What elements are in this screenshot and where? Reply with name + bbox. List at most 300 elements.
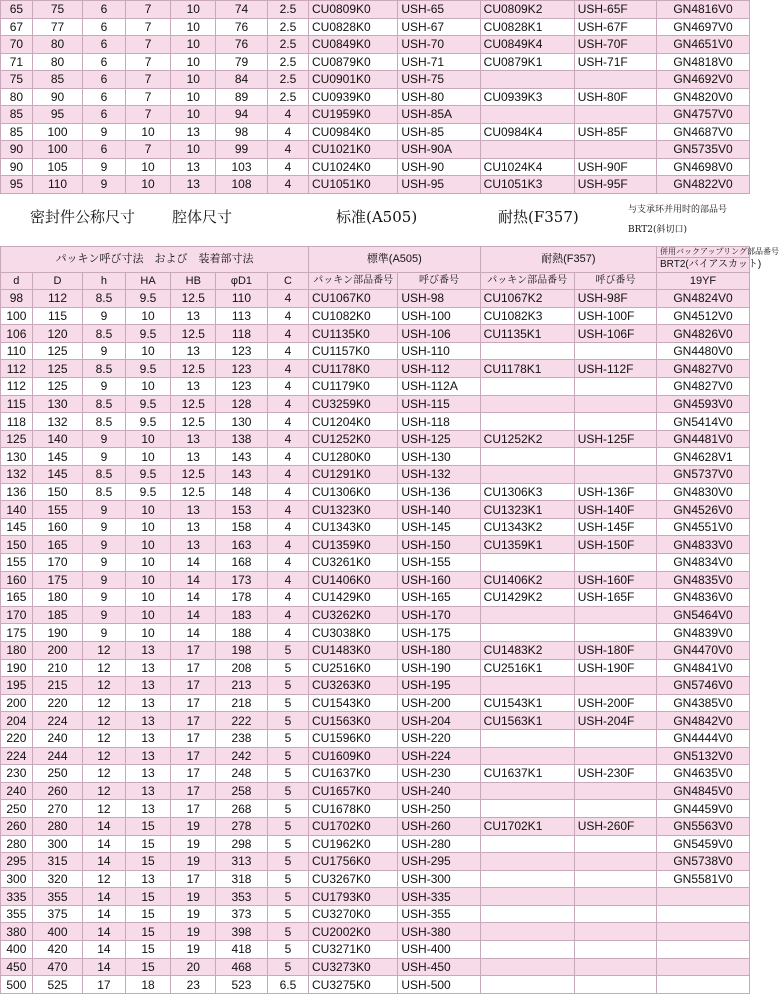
table-cell: 153 (216, 501, 268, 519)
table-cell: 14 (171, 589, 216, 607)
table-cell: USH-115 (398, 395, 480, 413)
table-cell: USH-100 (398, 307, 480, 325)
table-cell: 158 (216, 518, 268, 536)
table-cell: 238 (216, 729, 268, 747)
table-cell: CU3267K0 (309, 870, 398, 888)
table-cell: 12 (83, 694, 125, 712)
table-cell: 4 (267, 342, 308, 360)
table-cell: USH-200 (398, 694, 480, 712)
table-cell: 5 (267, 923, 308, 941)
table-cell: USH-90 (398, 158, 480, 176)
table-cell: CU1082K0 (309, 307, 398, 325)
caption-body-size: 腔体尺寸 (172, 207, 233, 226)
table-cell: 258 (216, 782, 268, 800)
table-cell: 13 (171, 123, 216, 141)
table-cell: 14 (83, 817, 125, 835)
column-header: 呼び番号 (574, 272, 656, 290)
table-cell: 18 (125, 976, 171, 994)
table-cell: USH-500 (398, 976, 480, 994)
table-row (1, 870, 750, 888)
table-cell: 9 (83, 307, 125, 325)
table-cell: CU1067K0 (309, 290, 398, 308)
table-row (1, 466, 750, 484)
table-cell (480, 378, 574, 396)
table-cell: 95 (1, 176, 33, 194)
table-row (1, 729, 750, 747)
table-cell: USH-132 (398, 466, 480, 484)
table-cell: 4 (267, 589, 308, 607)
table-cell: 190 (1, 659, 33, 677)
table-cell: 85 (1, 106, 33, 124)
table-cell: CU1543K0 (309, 694, 398, 712)
table-cell: CU1306K3 (480, 483, 574, 501)
table-cell: GN4470V0 (657, 641, 750, 659)
table-cell: 5 (267, 800, 308, 818)
table-cell: GN4480V0 (657, 342, 750, 360)
table-cell: 13 (125, 747, 171, 765)
table-cell: USH-70 (398, 36, 480, 54)
table-cell (574, 554, 656, 572)
table-cell: USH-195 (398, 677, 480, 695)
table-cell: 4 (267, 307, 308, 325)
table-cell: CU0809K0 (309, 1, 398, 19)
table-cell (574, 958, 656, 976)
table-cell: CU3259K0 (309, 395, 398, 413)
table-cell: 270 (32, 800, 83, 818)
table-cell: CU1483K2 (480, 641, 574, 659)
table-cell: 112 (1, 378, 33, 396)
table-cell: 12.5 (171, 466, 216, 484)
table-cell: CU1178K0 (309, 360, 398, 378)
table-cell: 15 (125, 958, 171, 976)
table-cell: 5 (267, 729, 308, 747)
table-cell: 163 (216, 536, 268, 554)
table-cell: 4 (267, 123, 308, 141)
table-cell: USH-145 (398, 518, 480, 536)
table-row (1, 747, 750, 765)
table-cell: 4 (267, 325, 308, 343)
lower-size-table (0, 246, 779, 994)
table-cell: USH-190F (574, 659, 656, 677)
table-cell: 10 (125, 606, 171, 624)
table-cell: 12 (83, 765, 125, 783)
table-cell: 123 (216, 360, 268, 378)
table-cell: 5 (267, 712, 308, 730)
table-cell: 6 (83, 71, 125, 89)
table-cell: GN4385V0 (657, 694, 750, 712)
table-cell (480, 606, 574, 624)
table-cell: 8.5 (83, 466, 125, 484)
table-cell (480, 71, 574, 89)
table-cell: 10 (125, 518, 171, 536)
table-row (1, 571, 750, 589)
table-cell: GN4833V0 (657, 536, 750, 554)
table-cell: USH-204 (398, 712, 480, 730)
table-cell: 170 (1, 606, 33, 624)
table-cell: 298 (216, 835, 268, 853)
table-cell: USH-85A (398, 106, 480, 124)
table-cell: USH-155 (398, 554, 480, 572)
table-row (1, 448, 750, 466)
table-cell: GN4551V0 (657, 518, 750, 536)
table-cell: 380 (1, 923, 33, 941)
table-row (1, 888, 750, 906)
table-cell: 85 (1, 123, 33, 141)
table-row (1, 342, 750, 360)
table-cell: GN4842V0 (657, 712, 750, 730)
upper-table-row (1, 106, 750, 124)
table-cell: 136 (1, 483, 33, 501)
table-cell: 132 (32, 413, 83, 431)
table-cell: 280 (1, 835, 33, 853)
table-cell: 278 (216, 817, 268, 835)
table-cell: 19 (171, 888, 216, 906)
table-cell: CU0849K4 (480, 36, 574, 54)
table-cell: 10 (171, 1, 216, 19)
table-cell: 12.5 (171, 290, 216, 308)
table-cell: CU0849K0 (309, 36, 398, 54)
table-cell: 168 (216, 554, 268, 572)
table-cell: USH-125F (574, 430, 656, 448)
table-row (1, 800, 750, 818)
table-cell: 12 (83, 870, 125, 888)
table-cell: USH-95 (398, 176, 480, 194)
table-cell: 15 (125, 923, 171, 941)
table-cell: 2.5 (267, 71, 308, 89)
table-cell (480, 141, 574, 159)
table-cell: 13 (171, 307, 216, 325)
table-cell: 14 (83, 941, 125, 959)
table-cell: 295 (1, 853, 33, 871)
table-cell: 183 (216, 606, 268, 624)
table-cell: 8.5 (83, 290, 125, 308)
table-cell: 17 (171, 800, 216, 818)
table-cell: USH-140 (398, 501, 480, 519)
table-cell: 355 (1, 905, 33, 923)
table-cell: 19 (171, 905, 216, 923)
upper-table-row (1, 123, 750, 141)
table-cell: CU2516K0 (309, 659, 398, 677)
table-cell: 9.5 (125, 483, 171, 501)
table-cell: GN4757V0 (657, 106, 750, 124)
table-cell: 115 (32, 307, 83, 325)
table-cell: 15 (125, 905, 171, 923)
table-cell: USH-112A (398, 378, 480, 396)
table-cell: 250 (1, 800, 33, 818)
table-cell: GN5132V0 (657, 747, 750, 765)
table-cell: 4 (267, 518, 308, 536)
table-cell: USH-118 (398, 413, 480, 431)
table-cell: 71 (1, 53, 33, 71)
table-cell (480, 554, 574, 572)
chinese-caption (0, 194, 750, 246)
table-cell (574, 800, 656, 818)
table-cell: 9 (83, 624, 125, 642)
table-cell: CU1323K0 (309, 501, 398, 519)
header-heat: 耐熱(F357) (480, 246, 656, 272)
table-cell (480, 448, 574, 466)
table-cell: 9 (83, 430, 125, 448)
table-cell (657, 905, 750, 923)
table-cell (480, 106, 574, 124)
table-cell: CU3263K0 (309, 677, 398, 695)
table-cell: USH-67F (574, 18, 656, 36)
table-cell: 195 (1, 677, 33, 695)
table-cell: 215 (32, 677, 83, 695)
table-cell: 130 (1, 448, 33, 466)
column-header-row (1, 272, 750, 290)
table-cell: 10 (171, 141, 216, 159)
table-cell: 140 (32, 430, 83, 448)
table-cell: USH-136 (398, 483, 480, 501)
table-cell: 95 (32, 106, 83, 124)
table-cell (480, 976, 574, 994)
table-cell: USH-190 (398, 659, 480, 677)
table-cell: 123 (216, 342, 268, 360)
table-cell (574, 71, 656, 89)
table-cell: 145 (32, 466, 83, 484)
table-cell: 15 (125, 853, 171, 871)
table-cell: 6 (83, 141, 125, 159)
table-cell: 19 (171, 941, 216, 959)
table-cell: USH-260F (574, 817, 656, 835)
table-cell: 5 (267, 782, 308, 800)
table-cell: 155 (1, 554, 33, 572)
table-cell: CU0939K3 (480, 88, 574, 106)
table-cell: 9 (83, 518, 125, 536)
table-cell: 14 (83, 923, 125, 941)
upper-size-table (0, 0, 750, 194)
table-cell (480, 729, 574, 747)
table-row (1, 290, 750, 308)
table-cell: 13 (125, 870, 171, 888)
table-cell: CU3271K0 (309, 941, 398, 959)
table-cell: CU1637K0 (309, 765, 398, 783)
table-cell: USH-204F (574, 712, 656, 730)
table-cell: 20 (171, 958, 216, 976)
table-cell: CU0984K0 (309, 123, 398, 141)
column-header: 呼び番号 (398, 272, 480, 290)
table-cell (574, 747, 656, 765)
table-cell (657, 888, 750, 906)
table-cell: USH-300 (398, 870, 480, 888)
upper-table-row (1, 158, 750, 176)
table-cell: 13 (171, 430, 216, 448)
table-cell: GN4836V0 (657, 589, 750, 607)
table-cell: CU1406K2 (480, 571, 574, 589)
table-cell: 200 (1, 694, 33, 712)
table-cell: 130 (32, 395, 83, 413)
table-cell: 10 (125, 624, 171, 642)
table-cell: 10 (125, 501, 171, 519)
upper-table-row (1, 1, 750, 19)
table-cell: 2.5 (267, 88, 308, 106)
table-cell: 335 (1, 888, 33, 906)
table-cell: 7 (125, 53, 171, 71)
table-cell: USH-240 (398, 782, 480, 800)
table-cell: CU1702K1 (480, 817, 574, 835)
table-cell: CU3261K0 (309, 554, 398, 572)
table-cell: CU1067K2 (480, 290, 574, 308)
table-row (1, 677, 750, 695)
table-cell: 5 (267, 888, 308, 906)
table-row (1, 976, 750, 994)
table-cell: 2.5 (267, 36, 308, 54)
table-cell: 113 (216, 307, 268, 325)
table-cell: 6.5 (267, 976, 308, 994)
table-cell: 90 (1, 158, 33, 176)
table-cell: 140 (1, 501, 33, 519)
table-cell: GN4698V0 (657, 158, 750, 176)
table-cell: 9 (83, 606, 125, 624)
table-cell: 10 (125, 448, 171, 466)
table-cell: CU1135K1 (480, 325, 574, 343)
caption-note-brt2: BRT2(斜切口) (628, 224, 687, 235)
table-cell: 14 (83, 888, 125, 906)
table-cell (574, 905, 656, 923)
table-cell: 5 (267, 958, 308, 976)
table-cell: CU1793K0 (309, 888, 398, 906)
table-cell: 10 (171, 18, 216, 36)
table-cell: 260 (32, 782, 83, 800)
upper-table-body (1, 1, 750, 194)
table-cell: USH-136F (574, 483, 656, 501)
table-cell: 175 (32, 571, 83, 589)
table-cell: 280 (32, 817, 83, 835)
table-cell: 10 (125, 123, 171, 141)
table-row (1, 307, 750, 325)
table-row (1, 835, 750, 853)
table-cell (480, 941, 574, 959)
table-cell: GN4692V0 (657, 71, 750, 89)
table-cell: USH-130 (398, 448, 480, 466)
table-cell: USH-140F (574, 501, 656, 519)
upper-table-row (1, 88, 750, 106)
table-cell: USH-85 (398, 123, 480, 141)
table-cell: 242 (216, 747, 268, 765)
column-header: HB (171, 272, 216, 290)
header-standard: 標準(A505) (309, 246, 481, 272)
table-cell: 108 (216, 176, 268, 194)
table-cell: 6 (83, 1, 125, 19)
table-cell: USH-90F (574, 158, 656, 176)
table-cell: USH-98F (574, 290, 656, 308)
table-cell: USH-85F (574, 123, 656, 141)
table-cell: 8.5 (83, 325, 125, 343)
table-cell: 98 (1, 290, 33, 308)
table-cell: 160 (32, 518, 83, 536)
table-cell (574, 466, 656, 484)
table-cell: 4 (267, 395, 308, 413)
table-cell: 17 (171, 782, 216, 800)
table-cell: 5 (267, 677, 308, 695)
table-cell (657, 976, 750, 994)
table-cell (480, 888, 574, 906)
table-cell: GN4822V0 (657, 176, 750, 194)
table-cell: 4 (267, 158, 308, 176)
table-cell: 178 (216, 589, 268, 607)
table-cell: CU1959K0 (309, 106, 398, 124)
table-cell: USH-80 (398, 88, 480, 106)
table-cell: GN4824V0 (657, 290, 750, 308)
table-cell (480, 958, 574, 976)
table-cell: 12 (83, 641, 125, 659)
caption-note-backup: 与支承环并用时的部品号 (628, 204, 728, 215)
table-cell: GN4697V0 (657, 18, 750, 36)
table-cell: 175 (1, 624, 33, 642)
table-row (1, 360, 750, 378)
table-cell: 80 (32, 36, 83, 54)
table-cell: 2.5 (267, 1, 308, 19)
table-cell: CU1291K0 (309, 466, 398, 484)
table-cell: 180 (32, 589, 83, 607)
table-cell: 12 (83, 782, 125, 800)
table-cell: 118 (1, 413, 33, 431)
table-cell: 230 (1, 765, 33, 783)
table-cell: 170 (32, 554, 83, 572)
table-cell: USH-70F (574, 36, 656, 54)
table-cell: GN5735V0 (657, 141, 750, 159)
table-cell: CU0828K0 (309, 18, 398, 36)
table-cell: 9.5 (125, 466, 171, 484)
table-cell: CU3038K0 (309, 624, 398, 642)
table-cell (480, 413, 574, 431)
table-cell (574, 835, 656, 853)
table-cell: 99 (216, 141, 268, 159)
upper-table-row (1, 71, 750, 89)
table-cell: USH-170 (398, 606, 480, 624)
table-cell: 13 (171, 501, 216, 519)
table-cell: 14 (83, 835, 125, 853)
table-cell: USH-95F (574, 176, 656, 194)
table-cell: 204 (1, 712, 33, 730)
table-cell (480, 747, 574, 765)
table-cell: 7 (125, 1, 171, 19)
table-cell: GN4651V0 (657, 36, 750, 54)
table-cell: 10 (125, 571, 171, 589)
table-cell: 13 (171, 158, 216, 176)
table-cell: GN4459V0 (657, 800, 750, 818)
table-cell: CU1429K2 (480, 589, 574, 607)
table-cell: 218 (216, 694, 268, 712)
table-row (1, 589, 750, 607)
table-cell (480, 923, 574, 941)
table-cell: 10 (171, 36, 216, 54)
table-cell: 14 (83, 853, 125, 871)
table-cell: 13 (125, 800, 171, 818)
table-cell: CU1323K1 (480, 501, 574, 519)
table-cell: 5 (267, 835, 308, 853)
table-cell: CU0828K1 (480, 18, 574, 36)
table-row (1, 958, 750, 976)
table-cell: USH-98 (398, 290, 480, 308)
table-cell (480, 395, 574, 413)
table-cell: 155 (32, 501, 83, 519)
table-cell: 143 (216, 466, 268, 484)
table-cell: 220 (1, 729, 33, 747)
table-cell: USH-250 (398, 800, 480, 818)
table-cell: 420 (32, 941, 83, 959)
table-cell: USH-80F (574, 88, 656, 106)
table-row (1, 395, 750, 413)
table-cell: 213 (216, 677, 268, 695)
lower-table-body (1, 290, 750, 994)
table-cell: 5 (267, 659, 308, 677)
table-cell (480, 905, 574, 923)
table-row (1, 554, 750, 572)
table-cell (657, 958, 750, 976)
table-cell: 8.5 (83, 395, 125, 413)
